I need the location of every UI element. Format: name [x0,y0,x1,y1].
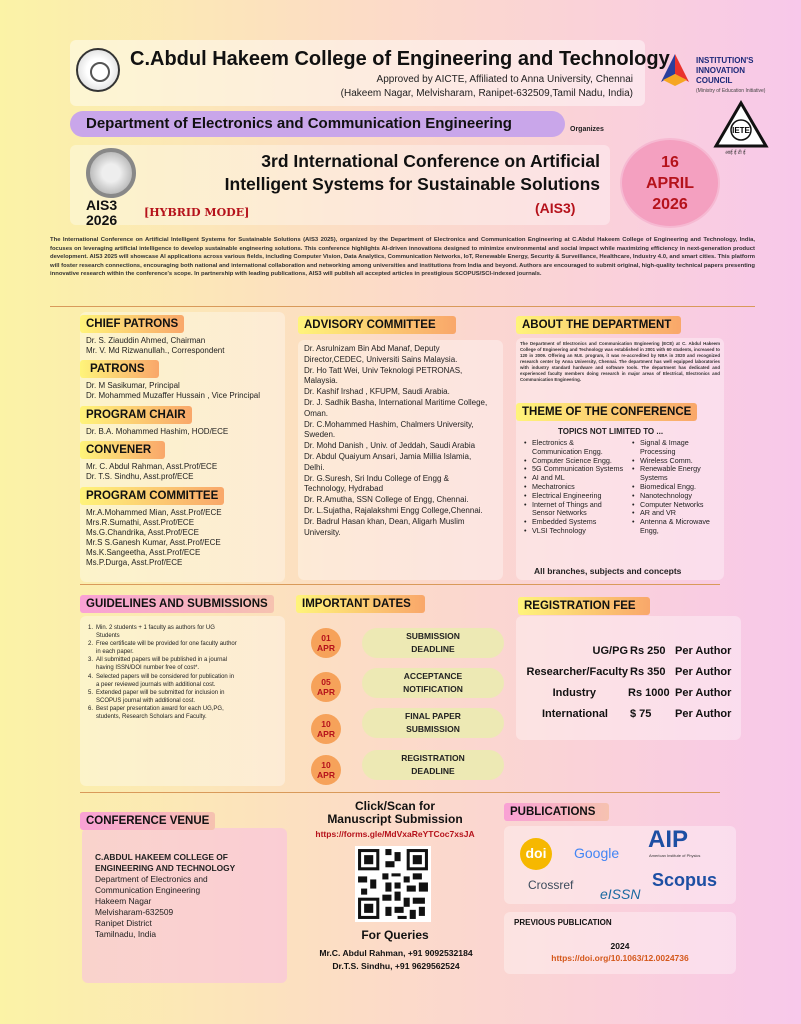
date-badge: 10 APR [311,755,341,785]
about-heading: ABOUT THE DEPARTMENT [516,316,681,334]
guideline-item: 5. Extended paper will be submitted for inclusion in SCOPUS journal with additional cost. [88,689,225,704]
department-name: Department of Electronics and Communication Engineering [86,115,512,132]
fee-category: Industry [552,687,596,699]
queries-contacts: Mr.C. Abdul Rahman, +91 9092532184 Dr.T.S. Sindhu, +91 9629562524 [319,948,473,971]
iete-logo-icon [713,100,769,150]
about-body: The Department of Electronics and Communication Engineering (ECE) at C. Abdul Hakeem College of Engineering and Technology was established in 2001 with 60 students, increased to 120 in 2009. Offering an M.E. program, it was re-accredited by NBA in 2020 and recognized research center by Anna University, Chennai. The department has well equipped laboratories with industry standard hardware and software tools. The department has dedicated and experienced faculty members doing research in major areas of Electrical, Electronics and Communication Engineering. [520,341,720,382]
guidelines-heading: GUIDELINES AND SUBMISSIONS [80,595,274,613]
guideline-item: 2. Free certificate will be provided for one faculty author in each paper. [88,641,237,656]
submission-link[interactable]: https://forms.gle/MdVxaReYTCoc7xsJA [315,829,475,839]
fee-category: International [541,708,608,720]
iete-subtitle: आई ई टी ई [725,150,746,156]
previous-publication-year: 2024 [610,941,630,951]
guideline-item: 3. All submitted papers will be published in a journal having ISSN/DOI number free of cost*. [88,657,228,672]
submission-heading: Click/Scan for Manuscript Submission [327,799,463,826]
eissn-logo: eISSN [600,886,641,902]
organizes-label: Organizes [570,126,604,133]
college-approval: Approved by AICTE, Affiliated to Anna University, Chennai [376,74,633,85]
conference-date: 16 APRIL 2026 [646,154,694,213]
svg-text:IETE: IETE [732,126,750,135]
date-label: REGISTRATION DEADLINE [362,750,504,780]
guideline-item: 6. Best paper presentation award for each UG,PG, students, Research Scholars and Faculty. [88,705,224,721]
date-label: ACCEPTANCE NOTIFICATION [362,668,504,698]
scopus-logo: Scopus [652,870,718,890]
patrons-heading: PATRONS [80,360,159,378]
college-logo-icon [76,48,120,92]
convener-heading: CONVENER [80,441,165,459]
program-chair-list: Dr. B.A. Mohammed Hashim, HOD/ECE [86,427,229,436]
program-committee-list: Mr.A.Mohammed Mian, Asst.Prof/ECE Mrs.R.Sumathi, Asst.Prof/ECE Ms.G.Chandrika, Asst.Prof/ECE Mr.S S.Ganesh Kumar, Asst.Prof/ECE Ms.K.Sangeetha, Asst.Prof/ECE Ms.P.Durga, Asst.Prof/ECE [86,508,222,567]
date-label: FINAL PAPER SUBMISSION [362,708,504,738]
topics-subheading: TOPICS NOT LIMITED TO ... [558,427,664,436]
topics-list-left: • Electronics & Communication Engg. • Computer Science Engg. • 5G Communication Systems • AI and ML • Mechatronics • Electrical Engineering • Internet of Things and Sensor Networks • Embedded Systems • VLSI Technology [524,439,624,536]
date-badge: 10 APR [311,714,341,744]
fee-unit: Per Author [675,687,732,699]
previous-publication-link[interactable]: https://doi.org/10.1063/12.0024736 [551,953,689,963]
iic-logo-icon [655,50,695,90]
college-address: (Hakeem Nagar, Melvisharam, Ranipet-632509,Tamil Nadu, India) [340,88,633,99]
fee-unit: Per Author [675,708,732,720]
topics-list-right: • Signal & Image Processing • Wireless Comm. • Renewable Energy Systems • Biomedical Engg. • Nanotechnology • Computer Networks • AR and VR • Antenna & Microwave Engg, [632,439,724,536]
program-chair-heading: PROGRAM CHAIR [80,406,192,424]
fee-amount: $ 75 [630,708,652,720]
doi-logo: doi [520,838,552,870]
advisory-list: Dr. Asrulnizam Bin Abd Manaf, Deputy Director,CEDEC, Universiti Sains Malaysia. Dr. Ho Tatt Wei, Univ Teknologi PETRONAS, Malaysia. Dr. Kashif Irshad , KFUPM, Saudi Arabia. Dr. J. Sadhik Basha, International Maritime College, Oman. Dr. C.Mohammed Hashim, Chalmers University, Sweden. Dr. Mohd Danish , Univ. of Jeddah, Saudi Arabia Dr. Abdul Quaiyum Ansari, Jamia Millia Islamia, Delhi. Dr. G.Suresh, Sri Indu College of Engg & Technology, Hydrabad Dr. R.Amutha, SSN College of Engg, Chennai. Dr. L.Sujatha, Rajalakshmi Engg College,Chennai. Dr. Badrul Hasan khan, Dean, Aligarh Muslim University. [304,344,488,537]
divider-bottom [80,792,720,793]
date-badge: 05 APR [311,672,341,702]
fee-amount: Rs 250 [630,645,666,657]
ais3-logo-text: AIS3 2026 [86,197,118,228]
aip-logo: AIP [648,826,689,853]
chief-patrons-heading: CHIEF PATRONS [80,315,184,333]
fee-category: Researcher/Faculty [526,666,628,678]
guidelines-list [88,624,238,721]
date-badge: 01 APR [311,628,341,658]
fee-unit: Per Author [675,645,732,657]
conference-intro: The International Conference on Artificial Intelligent Systems for Sustainable Solutions (AIS3 2025), organized by the Department of Electronics and Communication Engineering at C.Abdul Hakeem College of Engineering and Technology, India, focuses on leveraging artificial intelligence to develop sustainable engineering solutions. This conference highlights AI-driven innovations designed to minimize environmental and social impact while maximizing efficiency in next-generation product development. AIS3 2025 will showcase AI applications across various fields, including Computer Vision, Data Analytics, Communication Networks, IoT, Renewable Energy, Security & Surveillance, Healthcare, Industry 4.0, and smart cities. This platform will foster research connections, encouraging both national and international collaboration and networking among universities and institutions from India and beyond. Authors are encouraged to submit original, high-quality technical papers presenting innovative research within the conference's scope. In partnership with leading publications, AIS3 will publish all accepted articles in prestigious SCOPUS/SCI-indexed journals. [50,237,755,278]
advisory-heading: ADVISORY COMMITTEE [298,316,456,334]
guideline-item: 1. Min. 2 students + 1 faculty as authors for UG Students [88,625,215,640]
college-name: C.Abdul Hakeem College of Engineering and Technology [130,48,670,70]
google-logo: Google [574,845,620,861]
patrons-list: Dr. M Sasikumar, Principal Dr. Mohammed Muzaffer Hussain , Vice Principal [86,381,260,400]
date-label: SUBMISSION DEADLINE [362,628,504,658]
ais3-logo-icon [86,148,136,198]
conference-title: 3rd International Conference on Artificial Intelligent Systems for Sustainable Solutions [224,151,600,194]
conference-short-name: (AIS3) [535,200,576,216]
venue-heading: CONFERENCE VENUE [80,812,215,830]
iic-name: INSTITUTION'S INNOVATION COUNCIL [696,56,754,85]
fee-unit: Per Author [675,666,732,678]
guideline-item: 4. Selected papers will be considered for publication in a peer reviewed journals with additional cost. [88,673,235,688]
fees-panel [516,616,741,740]
conference-mode: [HYBRID MODE] [144,206,250,219]
divider-middle [80,584,720,585]
crossref-logo: Crossref [528,878,574,892]
convener-list: Mr. C. Abdul Rahman, Asst.Prof/ECE Dr. T.S. Sindhu, Asst.prof/ECE [86,462,218,481]
venue-address: C.ABDUL HAKEEM COLLEGE OF ENGINEERING AND TECHNOLOGY Department of Electronics and Communication Engineering Hakeem Nagar Melvisharam-632509 Ranipet District Tamilnadu, India [95,852,236,939]
previous-publication-heading: PREVIOUS PUBLICATION [514,918,612,927]
qr-code-icon[interactable] [355,846,431,922]
chief-patrons-list: Dr. S. Ziauddin Ahmed, Chairman Mr. V. Md Rizwanullah., Correspondent [86,336,225,355]
program-committee-heading: PROGRAM COMMITTEE [80,487,224,505]
topics-footer: All branches, subjects and concepts [534,566,682,576]
iic-subtitle: (Ministry of Education Initiative) [696,88,766,94]
fee-category: UG/PG [592,645,628,657]
dates-heading: IMPORTANT DATES [296,595,425,613]
publications-heading: PUBLICATIONS [504,803,609,821]
aip-subtitle: American Institute of Physics [649,853,701,858]
fees-heading: REGISTRATION FEE [518,597,650,615]
divider-top [50,306,755,307]
theme-heading: THEME OF THE CONFERENCE [516,403,697,421]
fee-amount: Rs 350 [630,666,666,678]
queries-heading: For Queries [361,928,429,942]
fee-amount: Rs 1000 [628,687,670,699]
